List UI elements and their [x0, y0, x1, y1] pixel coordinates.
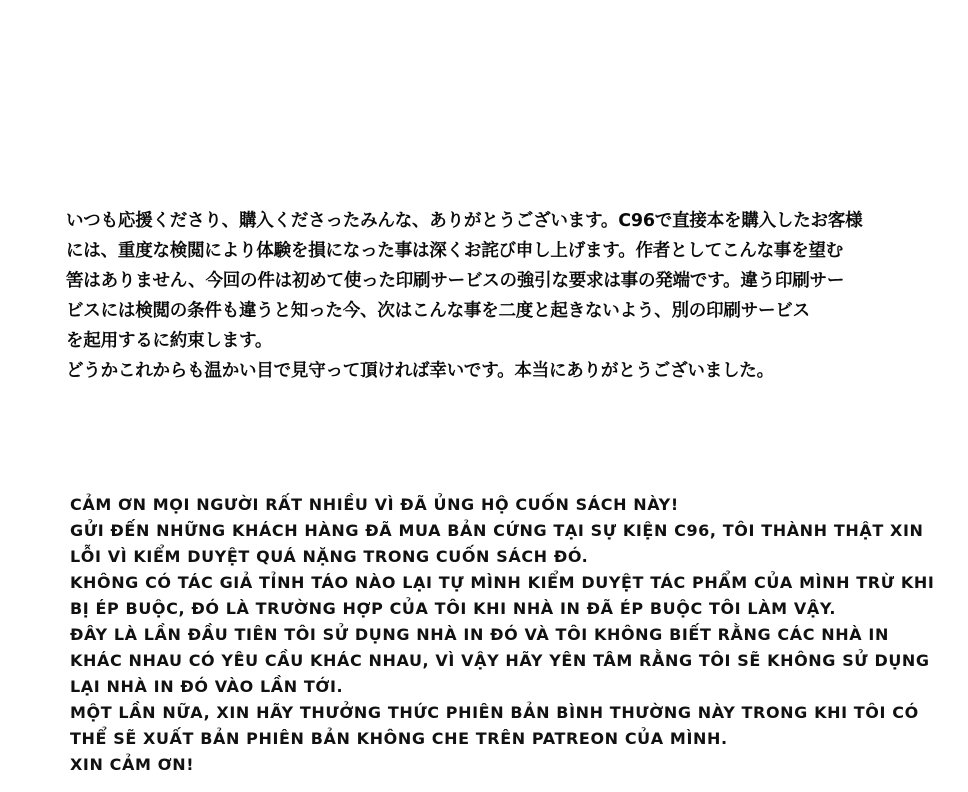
vietnamese-line: THỂ SẼ XUẤT BẢN PHIÊN BẢN KHÔNG CHE TRÊN PATREON CỦA MÌNH.	[70, 729, 728, 748]
vietnamese-line: GỬI ĐẾN NHỮNG KHÁCH HÀNG ĐÃ MUA BẢN CỨNG TẠI SỰ KIỆN C96, TÔI THÀNH THẬT XIN	[70, 521, 924, 540]
vietnamese-translation-block	[70, 492, 935, 778]
vietnamese-line: LẠI NHÀ IN ĐÓ VÀO LẦN TỚI.	[70, 677, 344, 696]
japanese-line: には、重度な検閲により体験を損になった事は深くお詫び申し上げます。作者としてこんな事を望む	[66, 241, 844, 261]
japanese-line: 筈はありません、今回の件は初めて使った印刷サービスの強引な要求は事の発端です。違う印刷サー	[66, 271, 845, 291]
japanese-line: ビスには検閲の条件も違うと知った今、次はこんな事を二度と起きないよう、別の印刷サービス	[66, 301, 810, 321]
vietnamese-line: XIN CẢM ƠN!	[70, 755, 195, 774]
vietnamese-line: KHÔNG CÓ TÁC GIẢ TỈNH TÁO NÀO LẠI TỰ MÌNH KIỂM DUYỆT TÁC PHẨM CỦA MÌNH TRỪ KHI	[70, 573, 935, 592]
japanese-line: いつも応援くださり、購入くださったみんな、ありがとうございます。C96で直接本を購入したお客様	[66, 211, 863, 231]
vietnamese-line: KHÁC NHAU CÓ YÊU CẦU KHÁC NHAU, VÌ VẬY HÃY YÊN TÂM RẰNG TÔI SẼ KHÔNG SỬ DỤNG	[70, 651, 930, 670]
japanese-afterword-block	[66, 206, 906, 386]
japanese-line: を起用するに約束します。	[66, 331, 273, 351]
vietnamese-line: ĐÂY LÀ LẦN ĐẦU TIÊN TÔI SỬ DỤNG NHÀ IN ĐÓ VÀ TÔI KHÔNG BIẾT RẰNG CÁC NHÀ IN	[70, 625, 889, 644]
vietnamese-line: BỊ ÉP BUỘC, ĐÓ LÀ TRƯỜNG HỢP CỦA TÔI KHI NHÀ IN ĐÃ ÉP BUỘC TÔI LÀM VẬY.	[70, 599, 837, 618]
vietnamese-line: CẢM ƠN MỌI NGƯỜI RẤT NHIỀU VÌ ĐÃ ỦNG HỘ CUỐN SÁCH NÀY!	[70, 495, 679, 514]
japanese-line: どうかこれからも温かい目で見守って頂ければ幸いです。本当にありがとうございました。	[66, 361, 774, 381]
vietnamese-line: LỖI VÌ KIỂM DUYỆT QUÁ NẶNG TRONG CUỐN SÁCH ĐÓ.	[70, 547, 589, 566]
vietnamese-line: MỘT LẦN NỮA, XIN HÃY THƯỞNG THỨC PHIÊN BẢN BÌNH THƯỜNG NÀY TRONG KHI TÔI CÓ	[70, 703, 919, 722]
